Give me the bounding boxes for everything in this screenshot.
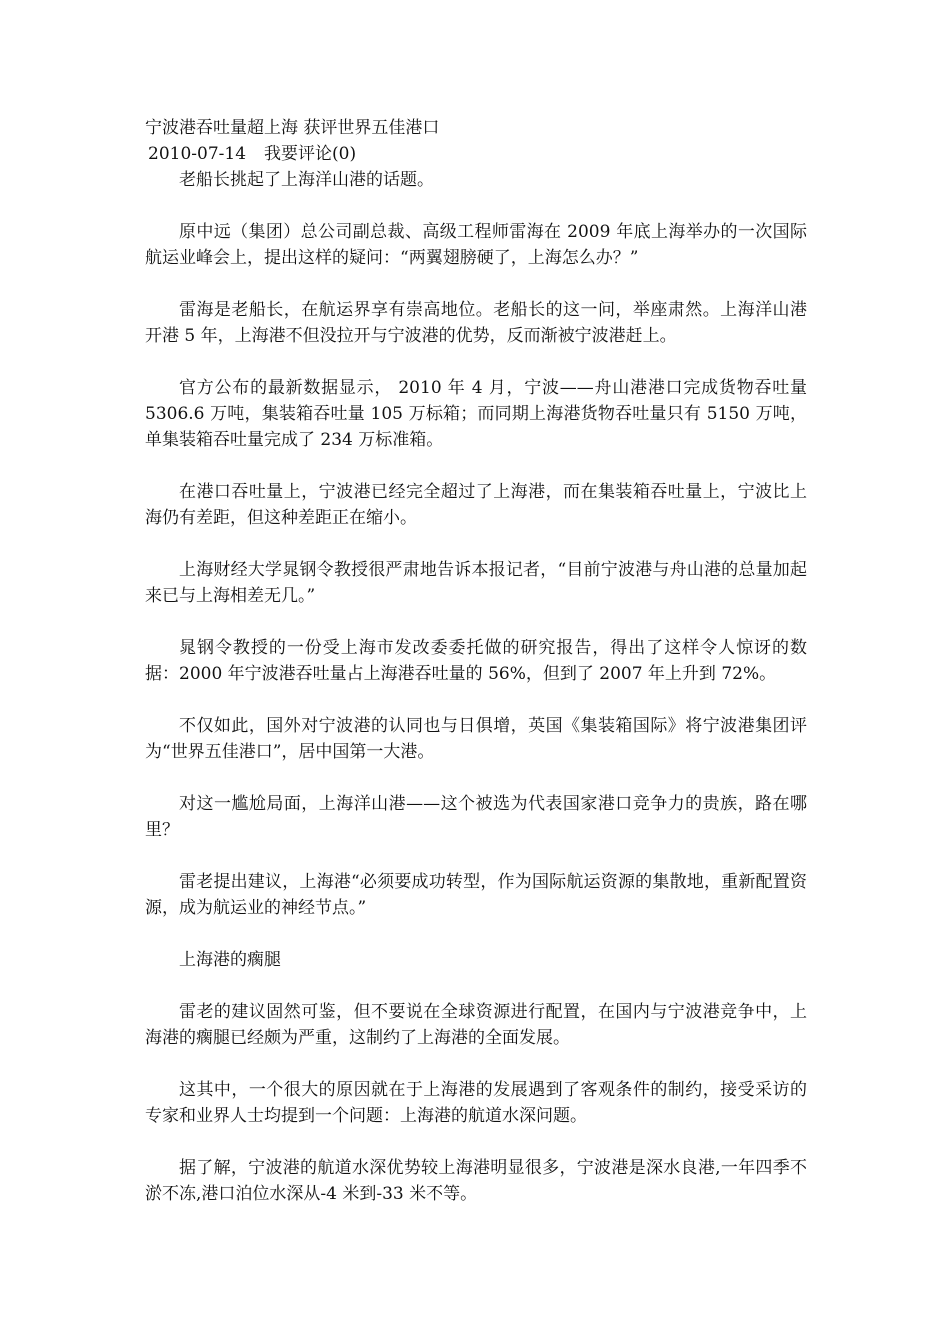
paragraph-6: 上海财经大学晁钢令教授很严肃地告诉本报记者，“目前宁波港与舟山港的总量加起来已与上海相差无几。” — [145, 560, 807, 606]
comment-link[interactable]: 我要评论(0) — [264, 144, 357, 164]
paragraph-7: 晁钢令教授的一份受上海市发改委委托做的研究报告，得出了这样令人惊讶的数据：2000 年宁波港吞吐量占上海港吞吐量的 56%，但到了 2007 年上升到 72%。 — [145, 638, 807, 684]
article-meta — [148, 141, 807, 167]
paragraph-3: 雷海是老船长，在航运界享有崇高地位。老船长的这一问，举座肃然。上海洋山港开港 5 年，上海港不但没拉开与宁波港的优势，反而渐被宁波港赶上。 — [145, 300, 807, 346]
paragraph-11: 雷老的建议固然可鉴，但不要说在全球资源进行配置，在国内与宁波港竞争中，上海港的瘸腿已经颇为严重，这制约了上海港的全面发展。 — [145, 1002, 807, 1048]
paragraph-4: 官方公布的最新数据显示， 2010 年 4 月，宁波——舟山港港口完成货物吞吐量 5306.6 万吨，集装箱吞吐量 105 万标箱；而同期上海港货物吞吐量只有 5150 万吨，单集装箱吞吐量完成了 234 万标准箱。 — [145, 378, 807, 450]
paragraph-1: 老船长挑起了上海洋山港的话题。 — [179, 170, 434, 190]
paragraph-10: 雷老提出建议，上海港“必须要成功转型，作为国际航运资源的集散地，重新配置资源，成为航运业的神经节点。” — [145, 872, 807, 918]
paragraph-9: 对这一尴尬局面，上海洋山港——这个被选为代表国家港口竞争力的贵族，路在哪里？ — [145, 794, 807, 840]
paragraph-12: 这其中，一个很大的原因就在于上海港的发展遇到了客观条件的制约，接受采访的专家和业界人士均提到一个问题：上海港的航道水深问题。 — [145, 1080, 807, 1126]
article-body — [145, 115, 807, 1233]
paragraph-2: 原中远（集团）总公司副总裁、高级工程师雷海在 2009 年底上海举办的一次国际航运业峰会上，提出这样的疑问：“两翼翅膀硬了，上海怎么办？” — [145, 222, 807, 268]
article-date: 2010-07-14 — [148, 144, 247, 164]
paragraph-13: 据了解，宁波港的航道水深优势较上海港明显很多，宁波港是深水良港,一年四季不淤不冻,港口泊位水深从-4 米到-33 米不等。 — [145, 1158, 807, 1204]
paragraph-8: 不仅如此，国外对宁波港的认同也与日俱增，英国《集装箱国际》将宁波港集团评为“世界五佳港口”，居中国第一大港。 — [145, 716, 807, 762]
article-title: 宁波港吞吐量超上海 获评世界五佳港口 — [145, 118, 440, 138]
paragraph-5: 在港口吞吐量上，宁波港已经完全超过了上海港，而在集装箱吞吐量上，宁波比上海仍有差距，但这种差距正在缩小。 — [145, 482, 807, 528]
section-heading: 上海港的瘸腿 — [179, 950, 281, 970]
